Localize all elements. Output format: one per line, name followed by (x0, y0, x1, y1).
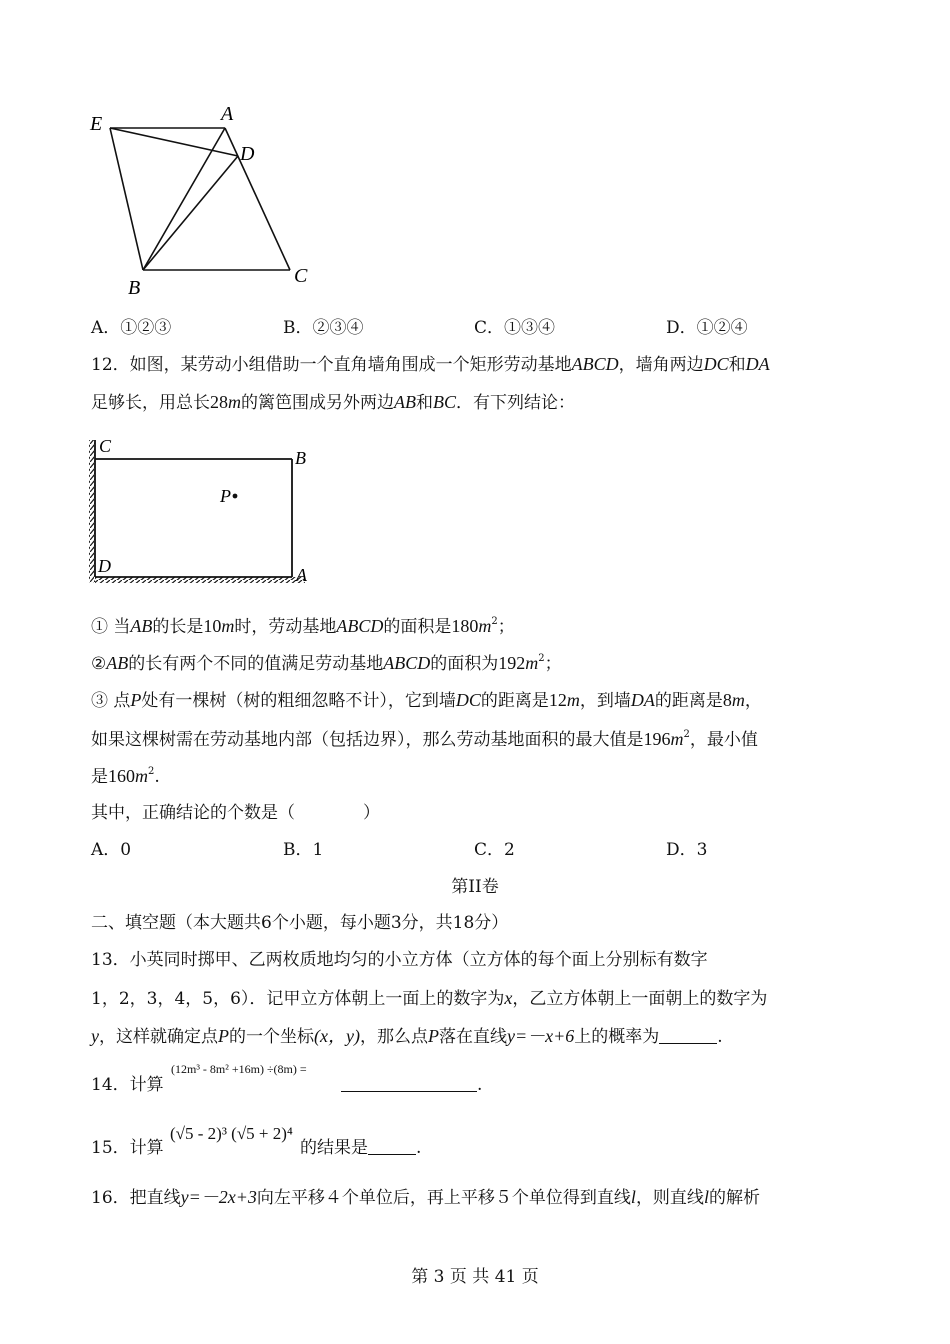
q14-line: 14．计算 (91, 1075, 164, 1095)
tree-point-P (233, 494, 238, 499)
q13-line1: 13．小英同时掷甲、乙两枚质地均匀的小立方体（立方体的每个面上分别标有数字 (91, 950, 708, 970)
q15-tail: 的结果是 . (300, 1138, 422, 1158)
q12-stem-line1: 12．如图，某劳动小组借助一个直角墙角围成一个矩形劳动基地ABCD，墙角两边DC和DA (91, 354, 770, 375)
label-D: D (240, 143, 255, 165)
section-heading: 二、填空题（本大题共6个小题，每小题3分，共18分） (91, 913, 509, 933)
q12-option-c: C．2 (474, 840, 515, 860)
q12-option-b: B．1 (283, 840, 324, 860)
q13-line3: y，这样就确定点P的一个坐标(x，y)，那么点P落在直线y=－x+6上的概率为 . (91, 1026, 723, 1047)
q12-statement-2: ②AB的长有两个不同的值满足劳动基地ABCD的面积为$192m^2$； (91, 653, 562, 674)
q12-figure (86, 432, 326, 592)
q12-statement-3-cont: 如果这棵树需在劳动基地内部（包括边界），那么劳动基地面积的最大值是$196m^2$，最小值 (91, 729, 758, 750)
label-E: E (90, 113, 103, 135)
q11-option-b: B．②③④ (283, 318, 364, 338)
q12-option-d: D．3 (666, 840, 708, 860)
answer-blank[interactable] (368, 1138, 416, 1155)
q12-statement-1: ① 当AB的长是10m时，劳动基地ABCD的面积是$180m^2$； (91, 616, 515, 637)
q14-answer: . (341, 1073, 482, 1097)
label-C: C (294, 265, 308, 287)
q14-formula: (12m³ - 8m² +16m) ÷(8m) = (171, 1062, 307, 1076)
section-title: 第II卷 (451, 877, 499, 897)
q11-figure (80, 100, 320, 300)
label-B: B (295, 448, 306, 468)
q12-ask: 其中，正确结论的个数是（ ） (91, 803, 380, 823)
label-D: D (98, 556, 111, 576)
answer-blank[interactable] (659, 1027, 717, 1044)
q12-statement-3-end: 是$160m^2$. (91, 766, 160, 787)
q11-option-a: A．①②③ (91, 318, 172, 338)
q11-option-c: C．①③④ (474, 318, 556, 338)
q12-stem-line2: 足够长，用总长28m的篱笆围成另外两边AB和BC．有下列结论： (91, 392, 576, 413)
label-B: B (128, 277, 141, 299)
q12-option-a: A．0 (91, 840, 132, 860)
q16-line1: 16．把直线y=－2x+3向左平移４个单位后，再上平移５个单位得到直线l，则直线l的解析 (91, 1187, 760, 1208)
label-C: C (99, 436, 112, 456)
q15-formula: (√5 - 2)³ (√5 + 2)⁴ (170, 1124, 293, 1143)
label-P: P (220, 486, 231, 506)
label-A: A (296, 565, 307, 585)
page-footer: 第 3 页 共 41 页 (411, 1267, 539, 1287)
label-A: A (221, 103, 234, 125)
q11-option-d: D．①②④ (666, 318, 748, 338)
q13-line2: 1，2，3，4，5，6）．记甲立方体朝上一面上的数字为x，乙立方体朝上一面朝上的数字为 (91, 988, 768, 1009)
q15-line: 15．计算 (91, 1138, 164, 1158)
answer-blank[interactable] (341, 1075, 477, 1092)
q12-statement-3: ③ 点P处有一棵树（树的粗细忽略不计），它到墙DC的距离是12m，到墙DA的距离是8m， (91, 690, 762, 711)
